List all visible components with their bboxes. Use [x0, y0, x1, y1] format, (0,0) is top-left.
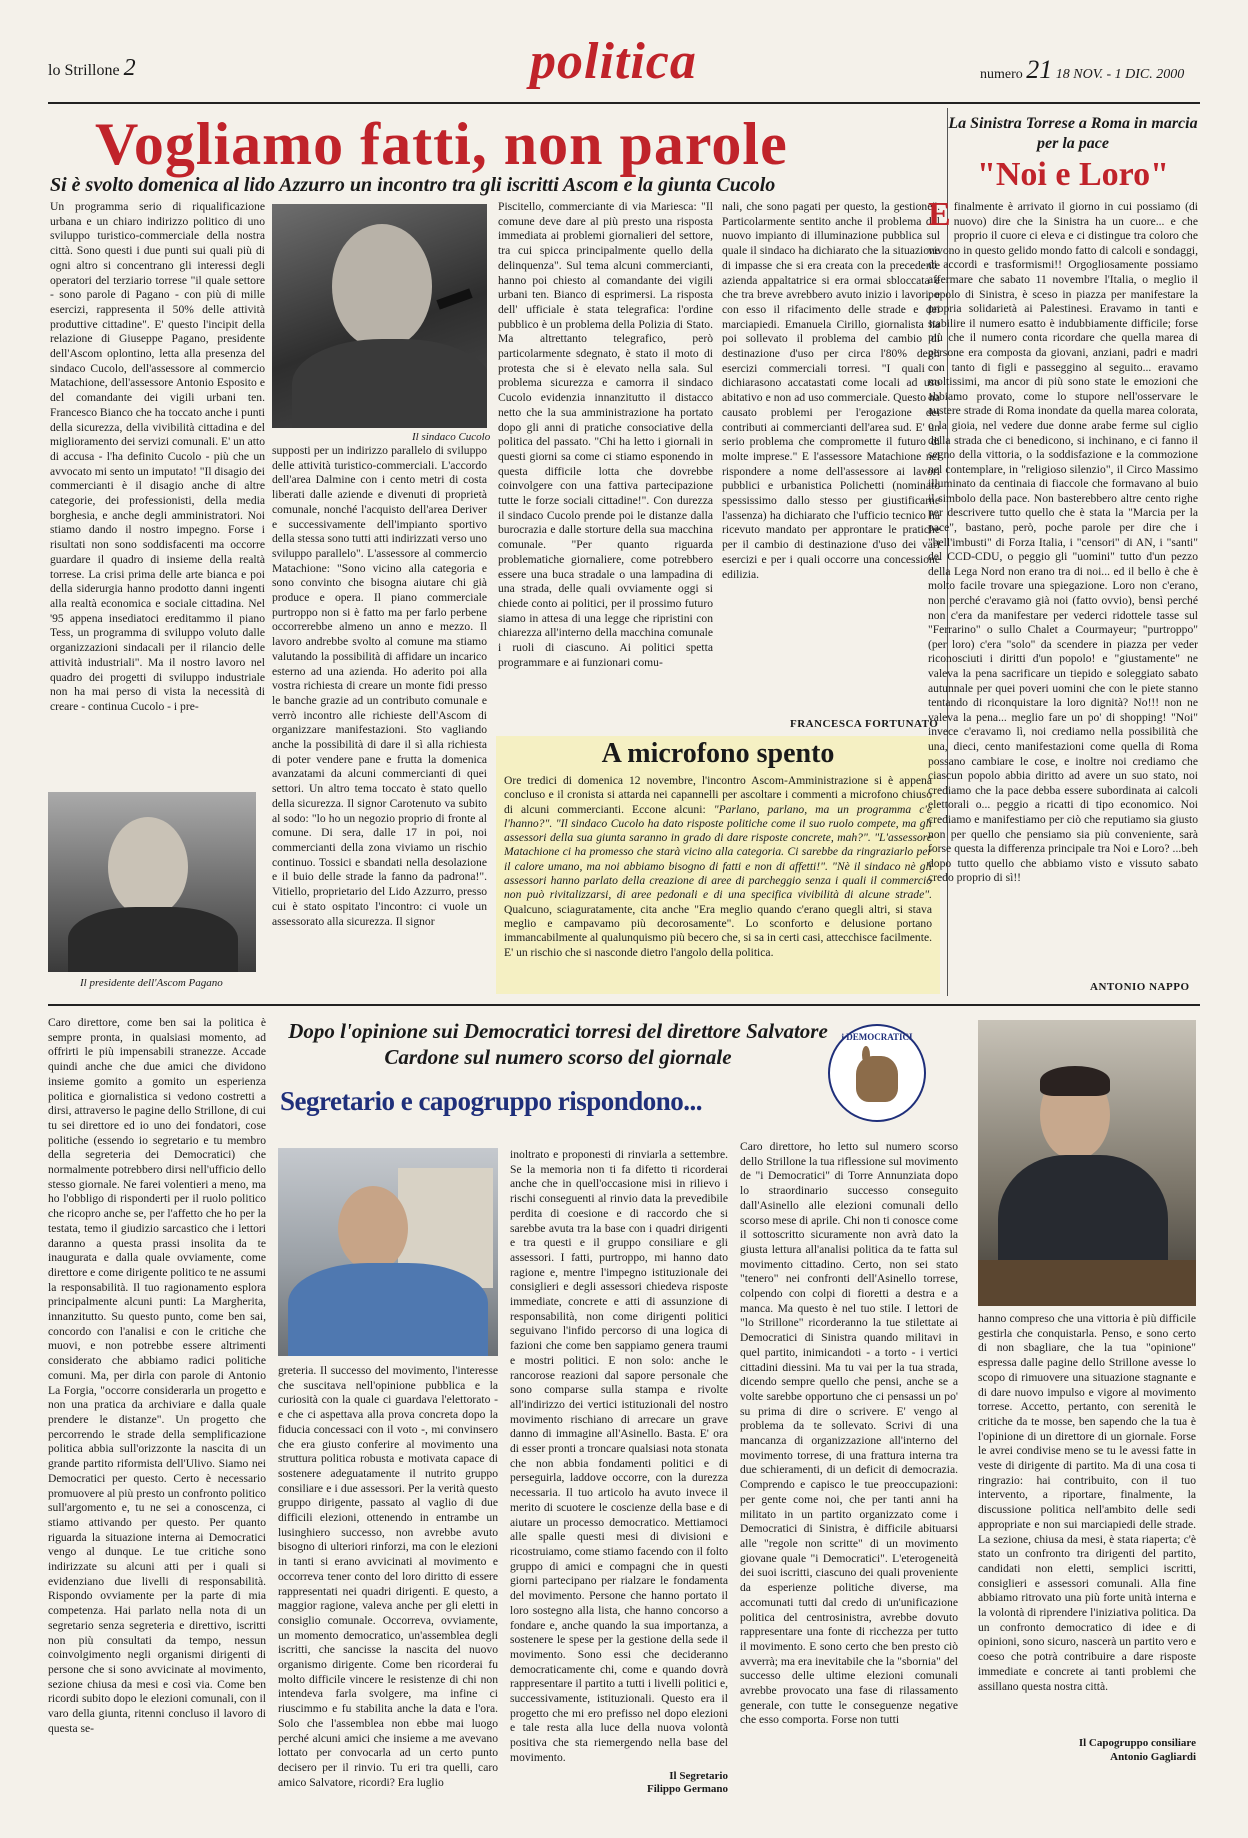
issue-label: numero	[980, 67, 1023, 82]
bottom-col4: Caro direttore, ho letto sul numero scorso dello Strillone la tua riflessione sul movimento de "i Democratici" di Torre Annunziata dopo lo straordinario successo conseguito dall'Asinello alle elezioni comunali dello scorso mese di aprile. Chi non ti conosce come il sottoscritto sicuramente non avrà dato la giusta lettura all'analisi politica da te fatta sul movimento cittadino. Certo, non sei stato "tenero" nei confronti dell'Asinello torrese, colpendo con colpi di fioretti a destra e a manca. Ma questo è nel tuo stile. I lettori de "lo Strillone" ricorderanno la tue stilettate ai Democratici di Sinistra quando militavi in quel partito, inimicandoti - a torto - i vertici cittadini diessini. Ma tu vai per la tua strada, dicendo sempre quello che pensi, anche se a volte sarebbe opportuno che ci pensassi un po' su prima di dire o scrivere. E' vengo al problema da te sollevato. Scrivi di una mancanza di organizzazione all'interno del movimento torrese, di una frattura interna tra due schieramenti, di un deficit di democrazia. Comprendo e capisco le tue preoccupazioni: per gente come noi, che per tanti anni ha militato in un partito organizzato come i Democratici di Sinistra, è difficile abituarsi alle "regole non scritte" di un movimento giovane quale "i Democratici". L'eterogeneità dei suoi iscritti, ciascuno dei quali proveniente da esperienze politiche diverse, ma accomunati tutti dal credo di un'unificazione politica del centrosinistra, avrebbe dovuto rappresentare una fonte di ricchezza per tutto il movimento. E sono certo che ben presto ciò avverrà; ma era inevitabile che la "sbornia" del successo delle ultime elezioni comunali avrebbe provocato una fase di rilassamento generale, con tutte le conseguenze negative che esso comporta. Forse non tutti	[740, 1140, 958, 1727]
photo-germano-head	[338, 1186, 408, 1271]
section-title: politica	[530, 33, 697, 90]
photo-sindaco-head	[332, 224, 432, 349]
bottom-col1: Caro direttore, come ben sai la politica è sempre pronta, in qualsiasi momento, ad offrirti le più impensabili stranezze. Accade quindi anche che due amici che dividono insieme gomito a gomito un esperienza politica e giornalistica si vedono costretti a dirsi, attraverso le pagine dello Strillone, di cui tu sei direttore ed io uno dei fondatori, cose politiche (essendo io segretario e tu membro della segreteria dei Democratici) che normalmente potrebbero dirsi nell'ufficio dello stesso giornale. Ne farei volentieri a meno, ma ho l'obbligo di risponderti per il ruolo politico che ricopro anche se, per l'affetto che ho per la testata, temo il giudizio sarcastico che i lettori daranno a questa prassi insolita da te inaugurata e dalla quale ovviamente, come direttore e come dirigente politico te ne assumi la responsabilità. Il tuo ragionamento esplora principalmente alcuni punti: La Margherita, innanzitutto. Su questo punto, come ben sai, concordo con l'analisi e con le critiche che muovi, e non potrebbe essere altrimenti considerato che abbiamo radici politiche comuni. Ma, per dirla con parole di Antonio La Forgia, "occorre considerarla un progetto e non una pratica da archiviare e dalla quale prendere le distanze". Un progetto che percorrendo le strade della semplificazione politica abbia sull'orizzonte la nascita di un grande partito riformista dell'Ulivo. Siamo nei Democratici per questo. Certo è necessario promuovere al più presto un confronto politico sull'argomento e, tu ne sei a conoscenza, ci stiamo attivando per questo. Per quanto riguarda la situazione interna ai Democratici vengo al dunque. Le tue critiche sono indirizzate su alcuni atti per i quali si evidenziano due livelli di responsabilità. Rispondo ovviamente per la parte di mia competenza. Hai parlato nella nota di un segretario senza segreteria e direttivo, iscritti non più consultati da tempo, nessun coinvolgimento negli organismi dirigenti di persone che si sono avvicinate al movimento, sezione chiusa da mesi e così via. Come ben ricordi subito dopo le elezioni comunali, con il varo della giunta, ritenni concluso il lavoro di questa se-	[48, 1016, 266, 1735]
photo-pagano-body	[68, 907, 238, 972]
main-article-col1: Un programma serio di riqualificazione urbana e un chiaro indirizzo politico di uno sviluppo turistico-commerciale della nostra città. Sono questi i due punti sui quali più di ogni altro si concentrano gli interessi degli operatori del terziario torrese "il quale settore - sono parole di Pagano - con più di mille esercizi, rappresenta il 50% delle attività produttive cittadine". E' questo l'incipit della relazione di Giuseppe Pagano, presidente dell'Ascom oplontino, letta alla presenza del sindaco Cucolo, dell'assessore al commercio Matachione, dell'assessore Antonio Esposito e del comandante dei vigili urbani ten. Francesco Bianco che ha toccato anche i punti della sicurezza, della vivibilità cittadina e del miglioramento dei servizi comunali. E' un atto di accusa - l'ha definito Cucolo - più che un avvocato mi sento un imputato! "Il disagio dei commercianti è il disagio anche di altre categorie, dei professionisti, della media borghesia, e anche degli amministratori. Noi stiamo dando il nostro impegno. Forse i risultati non sono soddisfacenti ma occorre guardare il quadro di insieme della realtà torrese. La crisi prima delle arte bianca e poi della siderurgia hanno prodotto danni ingenti alla realtà economica e sociale cittadina. Nel '95 appena insediatoci ereditammo il piano Tess, un programma di sviluppo voluto dalle organizzazioni sindacali per il rilancio delle attività industriali". Ma il nostro lavoro nel quadro dei progetti di sviluppo industriale non ha mai perso di vista la necessità di creare - continua Cucolo - i pre-	[50, 200, 265, 713]
donkey-ears-icon	[862, 1046, 870, 1064]
bottom-col2: greteria. Il successo del movimento, l'interesse che suscitava nell'opinione pubblica e la curiosità con la quale ci guardava l'elettorato - e che ci aspettava alla prova concreta dopo la fiducia concessaci con il voto -, mi convinsero che era giusto conferire al movimento una struttura politica robusta e motivata capace di sostenere adeguatamente il nutrito gruppo consiliare e i due assessori. Per la verità questo gruppo dirigente, passato al vaglio di due difficili elezioni, ottenendo in entrambe un lusinghiero successo, non avrebbe avuto bisogno di ulteriori rinforzi, ma con le elezioni in tanti si erano avvicinati al movimento e occorreva tener conto del loro diritto di essere rappresentati nei quadri dirigenti. E questo, a maggior ragione, valeva anche per gli eletti in consiglio comunale. Occorreva, ovviamente, un momento democratico, un'assemblea degli iscritti, che sancisse la nascita del nuovo organismo dirigente. Come ben ricorderai fu molto difficile vincere le resistenze di chi non intendeva farla svolgere, ma infine ci riuscimmo e fu stabilita anche la data e l'ora. Solo che l'assemblea non ebbe mai luogo perché alcuni amici che insieme a me avevano lottato per convocarla ad un certo punto decisero per il rinvio. Tu eri tra quelli, caro amico Salvatore, ricordi? Era luglio	[278, 1364, 498, 1789]
microfono-text-intro: Ore tredici di domenica 12 novembre, l'incontro Ascom-Amministrazione si è appena concluso e il cronista si attarda nei capannelli per ascoltare i commenti a microfono chiuso di alcuni commercianti. Eccone alcuni:	[504, 774, 932, 816]
photo-pagano-head	[108, 817, 188, 917]
microfono-title: A microfono spento	[601, 738, 835, 769]
main-article-col2: supposti per un indirizzo parallelo di sviluppo delle attività turistico-commerciali. L'accordo dell'area Dalmine con i cento metri di costa liberati dalle aziende e divenuti di proprietà comunale, nonché l'acquisto dell'area Deriver e successivamente dell'impianto sportivo della stessa sono tutti atti indirizzati verso uno sviluppo parallelo". L'assessore al commercio Matachione: "Sono vicino alla categoria e sono convinto che bisogna aiutare chi già produce e opera. Il piano commerciale purtroppo non si è fatto ma per farlo perbene occorrerebbe almeno un anno e mezzo. Il lavoro andrebbe svolto al comune ma stiamo valutando la possibilità di affidare un incarico esterno ad una azienda. Ho aderito poi alla vostra richiesta di creare un monte fidi presso le banche grazie ad un contributo comunale e verrò incontro alle richieste dell'Ascom di organizzare manifestazioni. Sto vagliando anche la possibilità di dare il sì alla richiesta di poter vendere pane e frutta la domenica avanzatami da alcuni commercianti di quei settori. Un altro tema toccato è stato quello della sicurezza. Il signor Carotenuto va subito al sodo: "lo ho un negozio proprio di fronte al comune. Di sera, dalle 17 in poi, noi commercianti della zona viviamo un rischio continuo. Tossici e sbandati nella desolazione e il buio delle strade la fanno da padrona!". Vitiello, proprietario del Lido Azzurro, presso cui è stato ospitato l'incontro: ci vuole un assessorato alla sicurezza. Il signor	[272, 444, 487, 928]
bottom-kicker: Dopo l'opinione sui Democratici torresi del direttore Salvatore Cardone sul numero scorso del giornale	[288, 1019, 828, 1069]
sidebar-text: finalmente è arrivato il giorno in cui possiamo (di nuovo) dire che la Sinistra ha un cuore... e che proprio il cuore ci eleva e ci distingue tra coloro che vivono in questo gelido mondo fatto di calcoli e sondaggi, di accordi e trasformismi!! Orgogliosamente possiamo affermare che sabato 11 novembre l'Italia, o meglio il popolo di Sinistra, è sceso in piazza per manifestare la propria solidarietà ai Palestinesi. Eravamo in tanti e stabilire il numero esatto è indubbiamente difficile; forse più che il numero conta ricordare che quella marea di persone era composta da giovani, anziani, padri e madri con tanto di figli e passeggino al seguito... eravamo moltissimi, ma ancor di più sono state le emozioni che abbiamo provato, come lo stupore nell'osservare le austere strade di Roma inondate da quella marea colorata, o la gioia, nel vedere due donne arabe ferme sul ciglio della strada che ci benedicono, si inchinano, e ci fanno il segno della vittoria, o la soddisfazione e la commozione nel contemplare, in "religioso silenzio", il Circo Massimo illuminato da centinaia di fiaccole che formavano al buio il simbolo della pace. Non basterebbero altre cento righe per descrivere tutto quello che è stata la "Marcia per la pace", bastano, però, poche parole per dire che i "bell'imbusti" di Forza Italia, i "censori" di AN, i "santi" del CCD-CDU, o peggio gli "uomini" tutto d'un pezzo della Lega Nord non erano tra di noi... ed il bello è che è molto facile trovare una spiegazione. Loro non c'erano, non perché c'eravamo già noi (fatto ovvio), bensì perché non c'era da manifestare per vederci ridottele tasse sul "Ferrarino" o sullo Chalet a Courmayeur; "purtroppo" (per loro) c'era "solo" da scendere in piazza per veder riconosciuti i diritti d'un popolo! e "giustamente" ne valeva la pena sacrificare un tiepido e soleggiato sabato autunnale per quei poveri uomini che con le piete stanno tentando di riconquistare la loro dignità? No!!! non ne valeva la pena... meglio fare un po' di shopping! "Noi" invece c'eravamo lì, noi crediamo nella possibilità che una, dieci, cento manifestazioni come quella di Roma possano cambiare le cose, e inoltre noi crediamo che ciascun popolo abbia diritto ad avere un suo stato, noi crediamo che la pace debba essere subordinata ai calcoli elettorali o... peggio a ricatti di tipo economico. Noi crediamo e manifestiamo per ciò che reputiamo sia giusto non per quello che pensiamo sia più conveniente, sarà forse questa la differenza principale tra Noi e Loro? ...beh dopo tutto quello che abbiamo visto e vissuto sabato credo proprio di sì!!	[928, 200, 1198, 885]
photo-gagliardi-table	[978, 1260, 1196, 1306]
photo-germano-body	[288, 1263, 488, 1356]
main-headline: Vogliamo fatti, non parole	[95, 111, 788, 177]
democratici-logo-text: i DEMOCRATICI	[841, 1032, 913, 1042]
photo-capogruppo-gagliardi	[978, 1020, 1196, 1306]
bottom-col3: inoltrato e proponesti di rinviarla a settembre. Se la memoria non ti fa difetto ti ricorderai anche che in quell'occasione misi in rilievo i rischi conseguenti al rinvio data la prevedibile perdita di coesione e di raccordo che si sarebbe avuta tra la base con i quadri dirigenti e tra questi e il gruppo consiliare e gli assessori. I fatti, purtroppo, mi hanno dato ragione e, mentre l'impegno istituzionale dei consiglieri e degli assessori chiedeva risposte immediate, concrete e atti di assunzione di responsabilità, non come dirigenti politici seguivano l'infido percorso di una logica di fazioni che come ben sappiamo genera traumi e mostri politici. E non solo: anche le rancorose reazioni dal sapore personale che sono comparse sulla stampa e rivolte all'indirizzo dei vertici istituzionali del nostro movimento rischiano di arrecare un grave danno di immagine all'Asinello. Basta. E' ora di esser pronti a troncare qualsiasi nota stonata che non abbia fondamenti politici e di perseguirla, laddove occorre, con la durezza necessaria. Il tuo articolo ha avuto invece il merito di scuotere le coscienze della base e di aiutare un processo democratico. Mettiamoci alle spalle questi mesi di divisioni e ricostruiamo, come stiamo facendo con il folto gruppo di amici e compagni che in questi giorni partecipano per rialzare le fondamenta del movimento. Persone che hanno portato il loro sostegno alla lista, che hanno concorso a fondare e, anche quando la sua importanza, a sostenere le spese per la gestione della sede il movimento. Sono essi che decideranno democraticamente chi, come e quando dovrà rappresentare il partito a tutti i livelli politici e, successivamente, istituzionali. Questo era il progetto che mi ero prefisso nel dopo elezioni e tale resta alla luce della nuova volontà positiva che sta riemergendo nella base del movimento.	[510, 1148, 728, 1764]
signature-capogruppo	[1000, 1736, 1196, 1764]
signature-segretario-name: Filippo Germano	[647, 1783, 728, 1795]
masthead	[0, 0, 1248, 100]
photo-segretario-germano	[278, 1148, 498, 1356]
newspaper-name: lo Strillone	[48, 62, 120, 79]
microfono-quotes: "Parlano, parlano, ma un programma c'e l'hanno?". "Il sindaco Cucolo ha dato risposte politiche come il suo ruolo compete, ma gli assessori della sua giunta saranno in grado di dare risposte concrete, mah?". "L'assessore Matachione ci ha promesso che starà vicino alla categoria. Ci sarebbe da ringraziarlo per il calore umano, ma noi abbiamo bisogno di fatti e non di affetti!". "Nè il sindaco nè gli assessori hanno parlato della creazione di aree di parcheggio senza i quali il commercio non può rivitalizzarsi, di aree pedonali e di una specifica vivibilità di alcune strade".	[504, 802, 932, 902]
sidebar-kicker: La Sinistra Torrese a Roma in marcia per la pace	[948, 115, 1198, 152]
signature-capogruppo-role: Il Capogruppo consiliare	[1078, 1737, 1196, 1749]
page-number: 2	[123, 55, 136, 81]
photo-sindaco-cucolo	[272, 204, 487, 428]
democratici-logo	[828, 1024, 926, 1122]
sidebar-author: ANTONIO NAPPO	[1090, 981, 1190, 993]
main-article-col3: Piscitello, commerciante di via Mariesca: "Il comune deve dare al più presto una risposta immediata ai problemi giornalieri del settore, tra cui spicca principalmente quello della delinquenza". Sul tema alcuni commercianti, hanno poi chiesto al comandante dei vigili urbani ten. Bianco di esprimersi. La risposta dell' ufficiale è stata telegrafica: l'ordine pubblico è un problema della Polizia di Stato. Ma altrettanto telegrafico, però particolarmente sdegnato, è stato il moto di protesta che si è elevato nella sala. Sul problema sicurezza e camorra il sindaco Cucolo evidenzia innanzitutto il distacco netto che la sua amministrazione ha portato dopo gli anni di pratiche consociative della politica del passato. "Chi ha letto i giornali in questi giorni sa come ci stiamo esponendo in questa difficile lotta che dovrebbe coinvolgere con una fattiva partecipazione tutte le forze sociali cittadine!". Con durezza il sindaco Cucolo prende poi le distanze dalla burocrazia e dalle storture della sua macchina comunale. "Per quanto riguarda problematiche giornaliere, come potrebbero essere una buca stradale o una lampadina di una strada, delle quali ovviamente oggi si chiede conto ai politici, per il prossimo futuro siamo in attesa di una legge che ripristini con chiarezza all'interno della macchina comunale i ruoli di ciascuno. Ai politici spetta programmare e ai funzionari comu-	[498, 200, 713, 669]
photo-caption-sindaco: Il sindaco Cucolo	[412, 431, 491, 443]
section-divider	[48, 1004, 1200, 1006]
sidebar-dropcap: E	[928, 200, 951, 233]
sidebar-title: "Noi e Loro"	[977, 156, 1169, 193]
microphone-icon	[436, 288, 472, 309]
photo-caption-pagano: Il presidente dell'Ascom Pagano	[80, 977, 223, 989]
photo-sindaco-body	[292, 339, 487, 428]
sidebar-body	[928, 200, 1198, 965]
microfono-box	[496, 736, 940, 994]
donkey-icon	[856, 1056, 898, 1102]
signature-capogruppo-name: Antonio Gagliardi	[1110, 1751, 1196, 1763]
masthead-rule	[48, 102, 1200, 104]
bottom-title: Segretario e capogruppo rispondono...	[280, 1086, 703, 1116]
main-article-author: FRANCESCA FORTUNATO	[790, 718, 939, 730]
issue-date: 18 NOV. - 1 DIC. 2000	[1055, 67, 1185, 82]
microfono-text	[504, 774, 932, 990]
issue-info	[980, 55, 1184, 85]
signature-segretario	[600, 1770, 728, 1796]
bottom-col5: hanno compreso che una vittoria è più difficile gestirla che conquistarla. Penso, e sono certo di non sbagliare, che la tua "opinione" espressa dalle pagine dello Strillone avesse lo scopo di rimuovere una situazione stagnante e di dare nuovo impulso e vigore al movimento torrese. Accetto, pertanto, con serenità le critiche da te mosse, ben sapendo che la tua è l'opinione di un direttore di un giornale. Forse le avrei condivise meno se tu le avessi fatte in veste di dirigente di partito. Ma di una cosa ti ringrazio: hai contribuito, con il tuo intervento, a riportare, finalmente, la discussione politica nell'ambito delle sedi appropriate e non sui marciapiedi delle strade. La sezione, chiusa da mesi, è stata riaperta; c'è stato un confronto tra dirigenti del partito, candidati non eletti, semplici iscritti, consiglieri e assessori comunali. Alla fine abbiamo ritrovato una più forte unità interna e la volontà di riprendere l'iniziativa politica. Da un confronto democratico di idee e di opinioni, sono sicuro, nascerà un partito vero e coeso che potrà contribuire a dare risposte immediate e concrete ai tanti problemi che assillano questa nostra città.	[978, 1312, 1196, 1693]
photo-gagliardi-hair	[1040, 1066, 1110, 1096]
issue-number: 21	[1026, 55, 1053, 84]
masthead-left	[48, 55, 136, 82]
microfono-text-end: Qualcuno, sciaguratamente, cita anche "Era meglio quando c'erano quegli altri, si stava meglio e campavamo più decorosamente". Lo sconforto e delusione portano immancabilmente al qualunquismo più becero che, si sa in certi casi, attecchisce facilmente. E' un rischio che si nasconde dietro l'angolo della politica.	[504, 902, 932, 959]
main-subtitle: Si è svolto domenica al lido Azzurro un incontro tra gli iscritti Ascom e la giunta Cucolo	[50, 174, 776, 196]
photo-presidente-pagano	[48, 792, 256, 972]
main-article-col4: nali, che sono pagati per questo, la gestione". Particolarmente sentito anche il problema del nuovo impianto di illuminazione pubblica sul quale il sindaco ha dichiarato che la situazione di impasse che si era creata con la precedente azienda appaltatrice si era ormai sbloccata e che tra breve avrebbero avuto inizio i lavori, e con esso il rifacimento delle strade e dei marciapiedi. Emanuela Cirillo, giornalista ha poi sollevato il problema del cambio di destinazione d'uso per circa l'80% degli esercizi commerciali torresi. "I quali - dichiarasono accatastati come locali ad uso abitativo e non ad uso commerciale. Questo ha causato problemi per l'erogazione dei contributi ai commercianti dell'area sud. E' un serio problema che compromette il futuro di molte imprese." E l'assessore Matachione nel rispondere a nome dell'assessore ai lavori pubblici e urbanistica Polichetti (nominato spessissimo dallo stesso per giustificarne l'assenza) ha dichiarato che l'ufficio tecnico ha ricevuto mandato per approntare le pratiche per il cambio di destinazione d'uso dei vari esercizi e per i quali occorre una concessione edilizia.	[722, 200, 940, 581]
signature-segretario-role: Il Segretario	[669, 1770, 728, 1782]
